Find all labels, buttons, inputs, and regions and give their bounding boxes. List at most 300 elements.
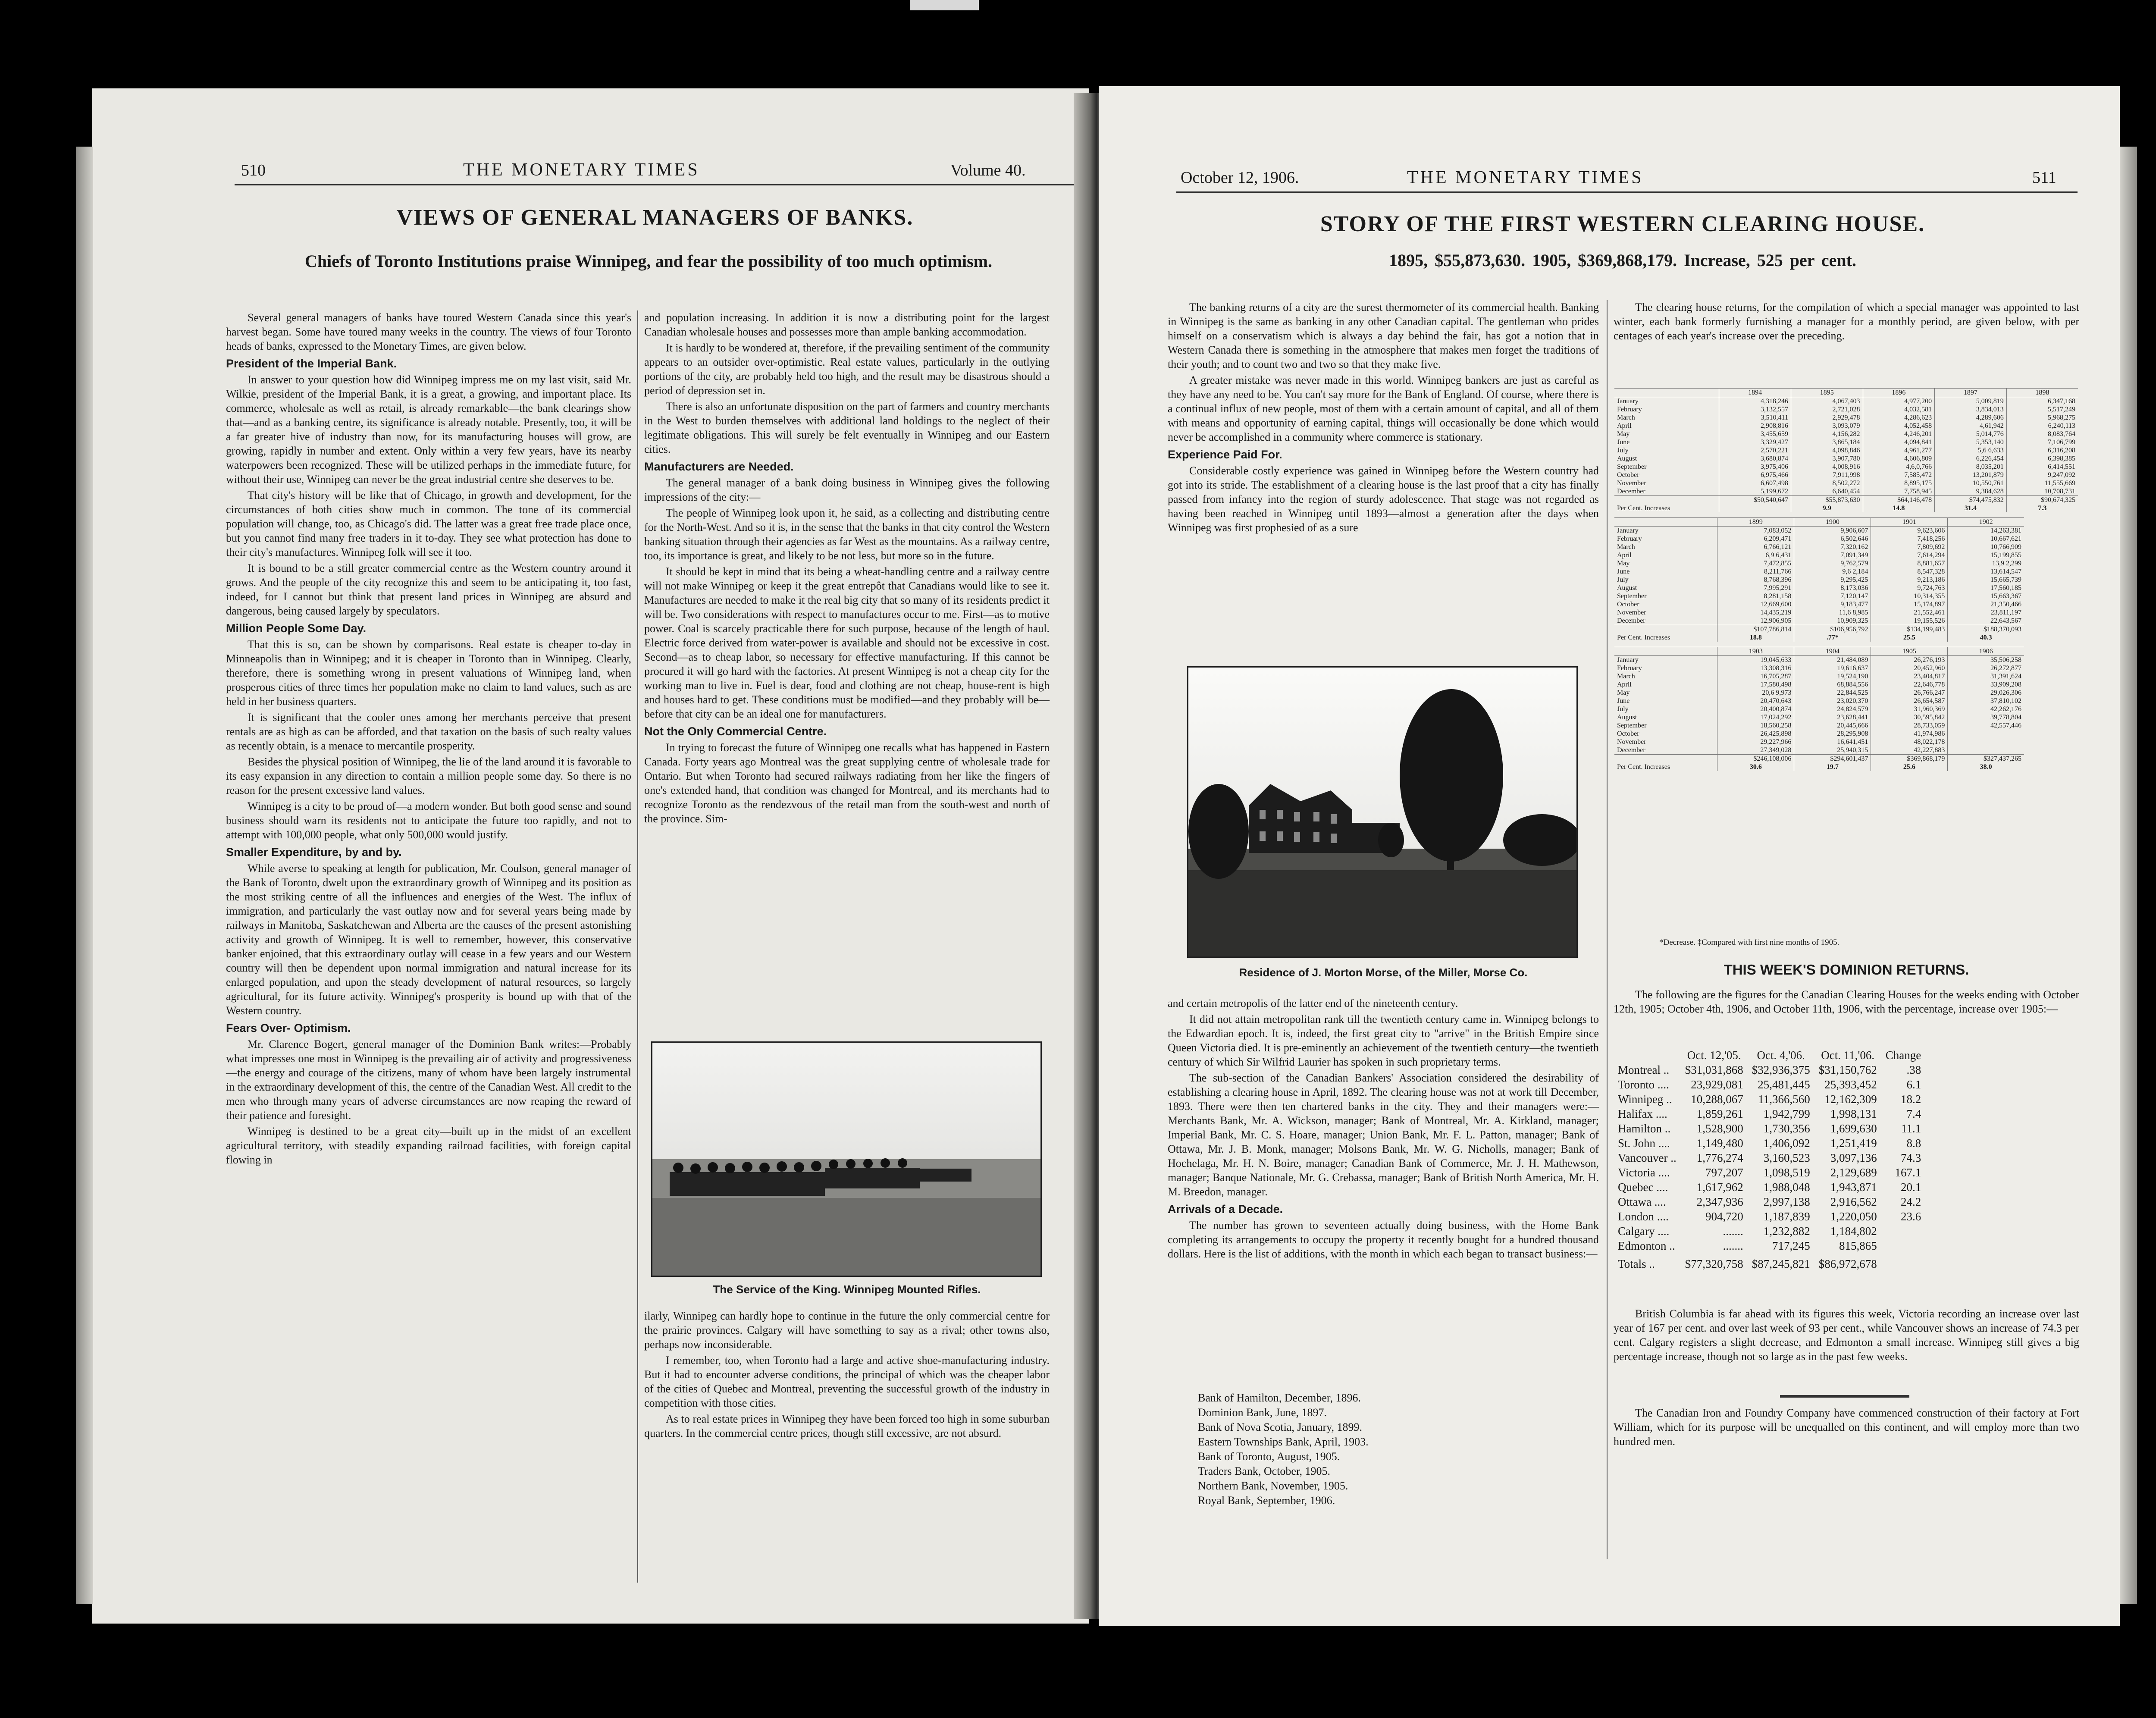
year-header: 1905: [1871, 647, 1948, 656]
paragraph: I remember, too, when Toronto had a large and active shoe-manufacturing industry. But it had to encounter adverse conditions, the principal of which was the cheaper labor of the cities of Quebec and Montreal, preventing the successful growth of the industry in competition with those cities.: [644, 1354, 1050, 1409]
percent-cell: 38.0: [1948, 763, 2024, 771]
table-row: [1614, 721, 2024, 730]
returns-cell: $31,031,868: [1685, 1063, 1743, 1076]
paragraph: That city's history will be like that of Chicago, in growth and development, for the circumstances of both cities show much in common. The tone of its commercial population will change, too, as Chicago's did. The latter was a great free trade place once, but you cannot find many free traders in it to-day. They see what protection has done to their city's manufactures. Winnipeg folk will see it too.: [226, 489, 631, 558]
returns-row: [1614, 1092, 1925, 1107]
table-cell: 4,094,841: [1863, 438, 1935, 446]
table-cell: 5,968,275: [2006, 414, 2078, 422]
total-cell: $106,956,792: [1794, 625, 1871, 634]
right-page-number: 511: [2032, 169, 2056, 187]
paragraph: and certain metropolis of the latter end of the nineteenth century.: [1168, 997, 1458, 1009]
month-label: July: [1617, 447, 1629, 454]
paragraph: Several general managers of banks have toured Western Canada since this year's harvest began. Some have toured many weeks in the country. The views of four Toronto heads of banks, expressed to the Monetary Times, are given below.: [226, 311, 631, 352]
table-cell: 7,758,945: [1863, 487, 1935, 496]
month-label: September: [1617, 593, 1647, 600]
totals-label: [1614, 496, 1719, 505]
percent-cell: 19.7: [1794, 763, 1871, 771]
month-label: December: [1617, 617, 1645, 624]
table-cell: 8,547,328: [1871, 567, 1948, 576]
returns-cell: 797,207: [1705, 1166, 1743, 1179]
table-row: [1614, 713, 2024, 721]
clearing-table: [1614, 388, 2078, 512]
dominion-returns-table: [1614, 1048, 2079, 1271]
table-cell: 13,308,316: [1717, 664, 1794, 672]
totals-row: [1614, 625, 2024, 634]
table-cell: 8,173,036: [1794, 584, 1871, 592]
table-cell: 3,975,406: [1719, 463, 1791, 471]
paragraph: The sub-section of the Canadian Bankers' Association considered the desirability of establishing a clearing house in April, 1892. The clearing house was not at work till December, 1893. There were then ten chartered banks in the city. They and their managers were:—Merchants Bank, Mr. A. Wickson, manager; Bank of Montreal, Mr. A. Kirkland, manager; Imperial Bank, Mr. C. S. Hoare, manager; Union Bank, Mr. F. L. Patton, manager; Bank of Ottawa, Mr. J. B. Monk, manager; Molsons Bank, Mr. W. G. Nicholls, manager; Bank of Hochelaga, Mr. H. N. Boire, manager; Canadian Bank of Commerce, Mr. J. H. Mathewson, manager; Banque Nationale, Mr. G. Crebassa, manager; Bank of British North America, Mr. H. M. Breedon, manager.: [1168, 1072, 1599, 1198]
table-cell: 10,708,731: [2006, 487, 2078, 496]
returns-cell: 1,184,802: [1830, 1225, 1877, 1238]
table-cell: 10,667,621: [1948, 535, 2024, 543]
table-cell: 5,517,249: [2006, 405, 2078, 414]
paragraph: In trying to forecast the future of Winnipeg one recalls what has happened in Eastern Canada. Forty years ago Montreal was the great supplying centre of wholesale trade for Ontario. But when Toronto had secured railways radiating from her like the fingers of one's extended hand, that condition was changed for Montreal, and its merchants had to recognize Toronto as the rendezvous of the retail man from the south-west and north of the province. Sim-: [644, 741, 1050, 825]
returns-cell: 1,251,419: [1830, 1137, 1877, 1150]
returns-row: [1614, 1194, 1925, 1209]
city-label: Victoria ....: [1618, 1166, 1670, 1179]
table-cell: 4,067,403: [1791, 397, 1863, 406]
table-cell: 13,614,547: [1948, 567, 2024, 576]
table-cell: 7,585,472: [1863, 471, 1935, 479]
paragraph: It should be kept in mind that its being a wheat-handling centre and a railway centre will not make Winnipeg or keep it the great entrepôt that Canadians would like to see it. Manufactures are needed to make it the real big city that so many of its residents predict it will be. Two considerations with respect to manufactures occur to me. First—as to motive power. Coal is scarcely practicable there for such purpose, because of the length of haul. Electric force derived from water-power is available and should not be excessive in cost. Second—as to cheap labor, so necessary for effective manufacturing. If this cannot be procured it will go hard with the factories. At present Winnipeg is not a cheap city for the working man to live in. Fuel is dear, food and clothing are not cheap, house-rent is high and houses hard to get. These conditions must be modified—and they probably will be—before that city can be an ideal one for manufacturers.: [644, 565, 1050, 720]
table-cell: 20,445,666: [1794, 721, 1871, 730]
table-cell: 42,227,883: [1871, 746, 1948, 755]
city-label: Montreal ..: [1618, 1063, 1670, 1076]
table-cell: 4,098,846: [1791, 446, 1863, 455]
table-cell: 21,484,089: [1794, 656, 1871, 665]
table-row: [1614, 446, 2078, 455]
table-cell: 6,640,454: [1791, 487, 1863, 496]
table-cell: 6,240,113: [2006, 422, 2078, 430]
right-date: October 12, 1906.: [1181, 169, 1299, 187]
year-header: 1906: [1948, 647, 2024, 656]
table-row: [1614, 592, 2024, 600]
returns-cell: 1,942,799: [1763, 1107, 1810, 1120]
table-cell: 6,398,385: [2006, 455, 2078, 463]
table-cell: 26,272,877: [1948, 664, 2024, 672]
table-row: [1614, 463, 2078, 471]
table-row: [1614, 471, 2078, 479]
paragraph: The number has grown to seventeen actually doing business, with the Home Bank completing its arrangements to occupy the property it recently bought for a hundred thousand dollars. Here is the list of additions, with the month in which each began to transact business:—: [1168, 1219, 1599, 1260]
returns-cell: $31,150,762: [1818, 1063, 1877, 1076]
paragraph: There is also an unfortunate disposition on the part of farmers and country merchants in the West to burden themselves with additional land holdings to the neglect of their legitimate obligations. This will surely be felt eventually in Winnipeg and our Eastern cities.: [644, 400, 1050, 455]
month-label: October: [1617, 730, 1639, 737]
month-label: October: [1617, 471, 1639, 479]
table-cell: 15,199,855: [1948, 551, 2024, 559]
month-label: July: [1617, 576, 1629, 583]
ornament-divider: [1780, 1395, 1909, 1398]
arrival-item: Eastern Townships Bank, April, 1903.: [1198, 1436, 1369, 1448]
table-cell: 5,009,819: [1935, 397, 2007, 406]
percent-cell: 9.9: [1791, 504, 1863, 512]
returns-cell: $32,936,375: [1752, 1063, 1810, 1076]
table-row: [1614, 559, 2024, 567]
returns-cell: 1,776,274: [1696, 1151, 1743, 1164]
returns-cell: 2,129,689: [1830, 1166, 1877, 1179]
total-cell: $64,146,478: [1863, 496, 1935, 505]
returns-cell: 1,617,962: [1696, 1181, 1743, 1194]
table-cell: 26,654,587: [1871, 697, 1948, 705]
table-corner: [1614, 647, 1717, 656]
returns-row: [1614, 1165, 1925, 1180]
returns-totals-row: [1614, 1253, 1925, 1271]
dominion-returns-after: [1614, 1307, 2079, 1365]
table-cell: 3,329,427: [1719, 438, 1791, 446]
table-row: [1614, 576, 2024, 584]
table-row: [1614, 567, 2024, 576]
table-cell: 26,425,898: [1717, 730, 1794, 738]
table-row: [1614, 730, 2024, 738]
clearing-tables: [1614, 388, 2080, 776]
arrival-item: Dominion Bank, June, 1897.: [1198, 1406, 1327, 1419]
dominion-returns-intro: [1614, 988, 2079, 1016]
total-cell: $134,199,483: [1871, 625, 1948, 634]
table-cell: 23,404,817: [1871, 672, 1948, 680]
section-heading: President of the Imperial Bank.: [226, 357, 397, 370]
paragraph: and population increasing. In addition it is now a distributing point for the largest Canadian wholesale houses and possesses more than ample banking accommodation.: [644, 311, 1050, 338]
returns-cell: 10,288,067: [1691, 1093, 1743, 1106]
table-cell: 9,906,607: [1794, 527, 1871, 535]
residence-photo: [1187, 666, 1578, 958]
table-cell: 20,452,960: [1871, 664, 1948, 672]
arrival-item: Traders Bank, October, 1905.: [1198, 1465, 1331, 1477]
city-label: Vancouver ..: [1618, 1151, 1677, 1164]
table-cell: 9,295,425: [1794, 576, 1871, 584]
returns-row: [1614, 1224, 1925, 1238]
section-heading: Smaller Expenditure, by and by.: [226, 846, 402, 859]
table-cell: 28,733,059: [1871, 721, 1948, 730]
paragraph: Winnipeg is a city to be proud of—a modern wonder. But both good sense and sound business should warn its residents not to anticipate the future too rapidly, and not to attempt with 100,000 people, what only 500,000 would justify.: [226, 800, 631, 841]
left-article-subtitle: Chiefs of Toronto Institutions praise Winnipeg, and fear the possibility of too much optimism.: [305, 251, 992, 271]
table-cell: 4,286,623: [1863, 414, 1935, 422]
returns-cell: 1,406,092: [1763, 1137, 1810, 1150]
month-label: May: [1617, 689, 1630, 696]
left-page-edge: [76, 147, 93, 1604]
table-cell: 26,766,247: [1871, 689, 1948, 697]
arrival-item: Bank of Toronto, August, 1905.: [1198, 1450, 1340, 1463]
returns-cell: 1,699,630: [1830, 1122, 1877, 1135]
table-cell: 13,9 2,299: [1948, 559, 2024, 567]
table-cell: 7,809,692: [1871, 543, 1948, 551]
returns-cell: 25,393,452: [1824, 1078, 1877, 1091]
right-column-rule: [1607, 300, 1608, 1559]
table-cell: 31,960,369: [1871, 705, 1948, 713]
table-cell: 8,502,272: [1791, 479, 1863, 487]
table-cell: 6,9 6,431: [1717, 551, 1794, 559]
bank-arrivals-list: [1168, 1391, 1599, 1508]
percent-label: Per Cent. Increases: [1617, 634, 1670, 641]
returns-cell: 25,481,445: [1758, 1078, 1810, 1091]
returns-table: [1614, 1048, 1925, 1271]
paragraph: Besides the physical position of Winnipeg, the lie of the land around it is favorable to its easy expansion in any direction to contain a million people some day. So there is no reason for the present excessive land values.: [226, 756, 631, 796]
month-label: January: [1617, 527, 1639, 534]
table-cell: 33,909,208: [1948, 680, 2024, 689]
left-article-title: VIEWS OF GENERAL MANAGERS OF BANKS.: [396, 205, 914, 230]
table-row: [1614, 584, 2024, 592]
table-cell: 7,120,147: [1794, 592, 1871, 600]
table-cell: 4,961,277: [1863, 446, 1935, 455]
table-cell: 15,665,739: [1948, 576, 2024, 584]
arrival-item: Bank of Hamilton, December, 1896.: [1198, 1392, 1361, 1404]
month-label: December: [1617, 746, 1645, 754]
table-row: [1614, 689, 2024, 697]
section-heading: Experience Paid For.: [1168, 448, 1282, 461]
city-label: Hamilton ..: [1618, 1122, 1671, 1135]
returns-cell: .......: [1723, 1239, 1743, 1252]
table-row: [1614, 405, 2078, 414]
table-cell: 41,974,986: [1871, 730, 1948, 738]
month-label: November: [1617, 738, 1646, 746]
table-row: [1614, 600, 2024, 608]
returns-cell: 6.1: [1906, 1078, 1921, 1091]
city-label: Ottawa ....: [1618, 1195, 1666, 1208]
percent-cell: 25.6: [1871, 763, 1948, 771]
clearing-table: [1614, 517, 2024, 642]
returns-cell: 167.1: [1895, 1166, 1921, 1179]
table-cell: 20,470,643: [1717, 697, 1794, 705]
returns-cell: 1,187,839: [1763, 1210, 1810, 1223]
table-cell: [1948, 746, 2024, 755]
returns-cell: 717,245: [1772, 1239, 1810, 1252]
table-row: [1614, 422, 2078, 430]
returns-cell: 3,097,136: [1830, 1151, 1877, 1164]
table-cell: 39,778,804: [1948, 713, 2024, 721]
returns-header: Change: [1885, 1049, 1921, 1062]
right-header-rule: [1176, 191, 2078, 193]
table-cell: 6,347,168: [2006, 397, 2078, 406]
returns-row: [1614, 1151, 1925, 1165]
table-cell: 3,093,079: [1791, 422, 1863, 430]
returns-cell: 904,720: [1705, 1210, 1743, 1223]
table-row: [1614, 738, 2024, 746]
section-heading: Manufacturers are Needed.: [644, 460, 794, 473]
year-header: 1900: [1794, 518, 1871, 527]
totals-row: [1614, 496, 2078, 505]
total-cell: $188,370,093: [1948, 625, 2024, 634]
scanner-tab: [910, 0, 979, 10]
table-row: [1614, 487, 2078, 496]
table-cell: 9,6 2,184: [1794, 567, 1871, 576]
table-cell: [1948, 730, 2024, 738]
returns-cell: $77,320,758: [1685, 1257, 1743, 1270]
table-cell: 24,824,579: [1794, 705, 1871, 713]
returns-cell: 11,366,560: [1758, 1093, 1810, 1106]
month-label: June: [1617, 568, 1630, 575]
returns-cell: 1,730,356: [1763, 1122, 1810, 1135]
returns-cell: 3,160,523: [1763, 1151, 1810, 1164]
table-cell: 20,400,874: [1717, 705, 1794, 713]
table-cell: 7,320,162: [1794, 543, 1871, 551]
city-label: Halifax ....: [1618, 1107, 1667, 1120]
right-article-subtitle: 1895, $55,873,630. 1905, $369,868,179. Increase, 525 per cent.: [1389, 251, 1856, 270]
arrival-item: Royal Bank, September, 1906.: [1198, 1494, 1335, 1507]
table-cell: 23,811,197: [1948, 608, 2024, 617]
table-cell: 4,606,809: [1863, 455, 1935, 463]
left-volume: Volume 40.: [950, 161, 1026, 179]
month-label: August: [1617, 714, 1637, 721]
totals-label: [1614, 755, 1717, 763]
table-cell: 21,552,461: [1871, 608, 1948, 617]
month-label: June: [1617, 697, 1630, 705]
table-cell: 16,705,287: [1717, 672, 1794, 680]
returns-row: [1614, 1209, 1925, 1224]
mounted-rifles-caption: The Service of the King. Winnipeg Mounted Rifles.: [713, 1283, 981, 1296]
table-cell: 7,083,052: [1717, 527, 1794, 535]
table-cell: 8,881,657: [1871, 559, 1948, 567]
returns-row: [1614, 1077, 1925, 1092]
month-label: January: [1617, 398, 1639, 405]
paragraph: In answer to your question how did Winnipeg impress me on my last visit, said Mr. Wilkie, president of the Imperial Bank, it is a great, a growing, and important place. Its commerce, wholesale as well as retail, is already remarkable—the bank clearings show that—and as a banking centre, its significance is already notable. Presently, too, it will be a far greater hive of industry than now, for its manufacturing houses will grow, are growing, rapidly in number and extent. Only within a very few years, have its nearby waterpowers been recognized. These will be utilized perhaps in the immediate future, for without their use, Winnipeg can never be the great industrial centre she deserves to be.: [226, 373, 631, 486]
month-label: May: [1617, 430, 1630, 438]
month-label: June: [1617, 439, 1630, 446]
table-cell: 12,906,905: [1717, 617, 1794, 625]
table-cell: 10,314,355: [1871, 592, 1948, 600]
table-row: [1614, 430, 2078, 438]
arrival-item: Northern Bank, November, 1905.: [1198, 1480, 1348, 1492]
month-label: August: [1617, 455, 1637, 462]
table-cell: 18,560,258: [1717, 721, 1794, 730]
returns-cell: 1,998,131: [1830, 1107, 1877, 1120]
table-row: [1614, 697, 2024, 705]
table-cell: 7,614,294: [1871, 551, 1948, 559]
table-cell: 14,435,219: [1717, 608, 1794, 617]
year-header: 1902: [1948, 518, 2024, 527]
percent-cell: [1719, 504, 1791, 512]
table-cell: [1948, 738, 2024, 746]
month-label: November: [1617, 609, 1646, 616]
percent-cell: 7.3: [2006, 504, 2078, 512]
percent-row: [1614, 633, 2024, 642]
section-heading: Arrivals of a Decade.: [1168, 1203, 1283, 1216]
table-cell: 28,295,908: [1794, 730, 1871, 738]
left-header-title: THE MONETARY TIMES: [463, 160, 700, 180]
month-label: April: [1617, 552, 1632, 559]
table-row: [1614, 479, 2078, 487]
table-cell: 8,895,175: [1863, 479, 1935, 487]
returns-row: [1614, 1107, 1925, 1121]
table-cell: 31,391,624: [1948, 672, 2024, 680]
table-cell: 19,524,190: [1794, 672, 1871, 680]
mounted-rifles-image: [652, 1043, 1040, 1276]
table-cell: 4,977,200: [1863, 397, 1935, 406]
clearing-table: [1614, 647, 2024, 771]
table-cell: 2,929,478: [1791, 414, 1863, 422]
year-header: 1899: [1717, 518, 1794, 527]
table-cell: 20,6 9,973: [1717, 689, 1794, 697]
table-cell: 23,628,441: [1794, 713, 1871, 721]
city-label: Totals ..: [1618, 1257, 1655, 1270]
left-page: [92, 88, 1089, 1624]
table-cell: 14,263,381: [1948, 527, 2024, 535]
table-cell: 4,032,581: [1863, 405, 1935, 414]
paragraph: The people of Winnipeg look upon it, he said, as a collecting and distributing centre for the North-West. And so it is, in the sense that the banks in that city control the Western banking situation through their agencies as far West as the mountains. As a railway centre, too, its importance is great, and likely to be not less, but more so in the future.: [644, 507, 1050, 562]
table-cell: 6,766,121: [1717, 543, 1794, 551]
table-cell: 19,155,526: [1871, 617, 1948, 625]
returns-cell: 8.8: [1906, 1137, 1921, 1150]
table-cell: 2,570,221: [1719, 446, 1791, 455]
month-label: February: [1617, 406, 1642, 413]
percent-label: Per Cent. Increases: [1617, 505, 1670, 512]
month-label: February: [1617, 665, 1642, 672]
table-cell: 3,834,013: [1935, 405, 2007, 414]
right-article-title: STORY OF THE FIRST WESTERN CLEARING HOUSE.: [1320, 212, 1925, 236]
table-cell: 7,091,349: [1794, 551, 1871, 559]
returns-cell: $87,245,821: [1752, 1257, 1810, 1270]
returns-cell: 1,859,261: [1696, 1107, 1743, 1120]
returns-cell: 23,929,081: [1691, 1078, 1743, 1091]
table-cell: 22,646,778: [1871, 680, 1948, 689]
table-cell: 7,911,998: [1791, 471, 1863, 479]
table-row: [1614, 397, 2078, 406]
paragraph: It is bound to be a still greater commercial centre as the Western country around it grows. And the people of the city recognize this and seem to be anticipating it, too fast, indeed, for I cannot but think that present land prices in Winnipeg are absurd and dangerous, being caused largely by speculators.: [226, 562, 631, 617]
clearing-footnote: *Decrease. ‡Compared with first nine months of 1905.: [1659, 938, 1839, 947]
table-cell: 19,045,633: [1717, 656, 1794, 665]
table-cell: 9,213,186: [1871, 576, 1948, 584]
table-row: [1614, 746, 2024, 755]
table-cell: 3,132,557: [1719, 405, 1791, 414]
percent-cell: 14.8: [1863, 504, 1935, 512]
table-cell: 10,766,909: [1948, 543, 2024, 551]
table-cell: 6,209,471: [1717, 535, 1794, 543]
returns-row: [1614, 1136, 1925, 1151]
table-cell: 13,201,879: [1935, 471, 2007, 479]
right-page-edge: [2120, 147, 2137, 1604]
city-label: Winnipeg ..: [1618, 1093, 1672, 1106]
table-cell: 21,350,466: [1948, 600, 2024, 608]
total-cell: $74,475,832: [1935, 496, 2007, 505]
table-cell: 3,680,874: [1719, 455, 1791, 463]
table-cell: 4,289,606: [1935, 414, 2007, 422]
paragraph: Considerable costly experience was gained in Winnipeg before the Western country had got into its stride. The establishment of a clearing house is the last proof that a city has finally passed from infancy into the region of sturdy adolescence. That stage was not regarded as having been reached in Winnipeg until 1893—almost a generation after the days when Winnipeg was first prophesied of as a sure: [1168, 464, 1599, 534]
table-cell: 3,455,659: [1719, 430, 1791, 438]
table-cell: 4,318,246: [1719, 397, 1791, 406]
section-heading: Million People Some Day.: [226, 622, 367, 635]
table-cell: 9,623,606: [1871, 527, 1948, 535]
table-cell: 3,907,780: [1791, 455, 1863, 463]
clearing-intro: [1614, 300, 2079, 343]
table-cell: 10,550,761: [1935, 479, 2007, 487]
table-cell: 4,61,942: [1935, 422, 2007, 430]
percent-label: Per Cent. Increases: [1617, 763, 1670, 771]
returns-cell: 24.2: [1900, 1195, 1921, 1208]
year-header: 1904: [1794, 647, 1871, 656]
paragraph: It did not attain metropolitan rank till the twentieth century came in. Winnipeg belongs to the Edwardian epoch. It is, indeed, the first great city to "arrive" in the British Empire since Queen Victoria died. It is pre-eminently an achievement of the twentieth century—the twentieth century of which Sir Wilfrid Laurier has spoken in such proprietary terms.: [1168, 1013, 1599, 1068]
percent-row: [1614, 504, 2078, 512]
left-page-number: 510: [241, 161, 266, 179]
month-label: September: [1617, 722, 1647, 729]
table-cell: 6,975,466: [1719, 471, 1791, 479]
total-cell: $294,601,437: [1794, 755, 1871, 763]
returns-cell: 1,528,900: [1696, 1122, 1743, 1135]
returns-cell: [1881, 1253, 1925, 1271]
left-column-2-top: [644, 310, 1050, 1117]
table-cell: 4,008,916: [1791, 463, 1863, 471]
table-cell: 27,349,028: [1717, 746, 1794, 755]
paragraph: That this is so, can be shown by comparisons. Real estate is cheaper to-day in Minneapolis than in Winnipeg; and it is cheaper in Toronto than in Winnipeg. Clearly, therefore, there is something wrong in present valuations of Winnipeg land, when prosperous cities of three times her population make no claim to land values, such as are held in her business quarters.: [226, 638, 631, 708]
table-cell: 7,418,256: [1871, 535, 1948, 543]
table-cell: 37,810,102: [1948, 697, 2024, 705]
right-page: [1099, 86, 2120, 1626]
table-cell: 6,502,646: [1794, 535, 1871, 543]
table-cell: 30,595,842: [1871, 713, 1948, 721]
table-row: [1614, 672, 2024, 680]
returns-cell: 18.2: [1900, 1093, 1921, 1106]
month-label: April: [1617, 422, 1632, 430]
paragraph: ilarly, Winnipeg can hardly hope to continue in the future the only commercial centre for the prairie provinces. Calgary will have something to say as a rival; other towns also, perhaps now inconsiderable.: [644, 1310, 1050, 1351]
month-label: December: [1617, 488, 1645, 495]
returns-row: [1614, 1121, 1925, 1136]
table-row: [1614, 543, 2024, 551]
